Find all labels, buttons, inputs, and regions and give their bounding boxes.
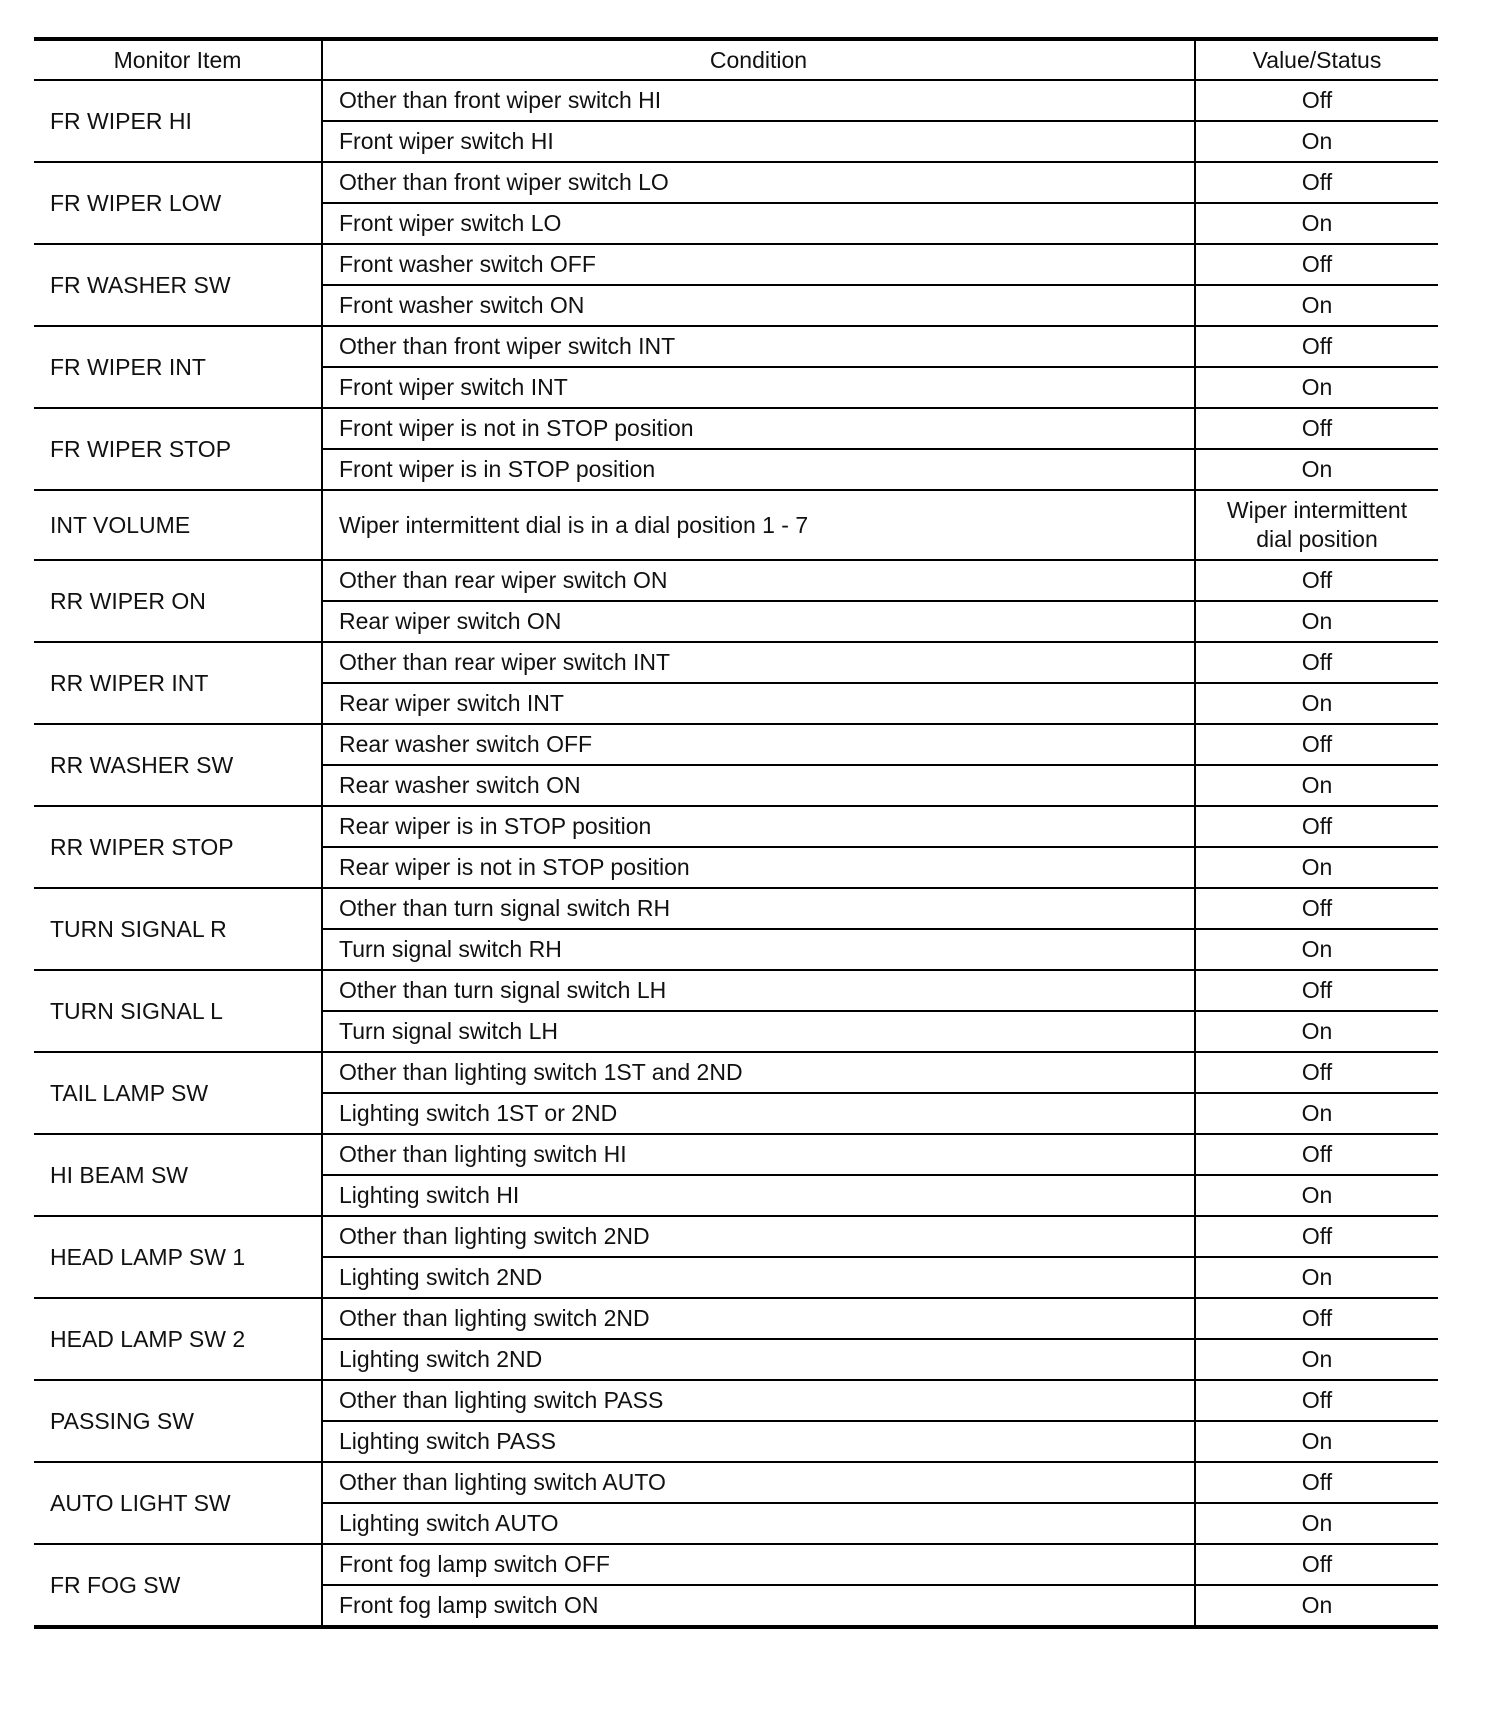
table-row [34,1462,1438,1503]
value-status-cell: On [1195,367,1438,408]
value-status-cell: Off [1195,408,1438,449]
monitor-item-cell: FR FOG SW [34,1544,322,1627]
condition-cell: Other than turn signal switch RH [322,888,1195,929]
monitor-item-cell: INT VOLUME [34,490,322,560]
condition-cell: Turn signal switch LH [322,1011,1195,1052]
table-header-row [34,39,1438,80]
condition-cell: Rear wiper is in STOP position [322,806,1195,847]
value-status-cell: Off [1195,806,1438,847]
value-status-cell: Off [1195,244,1438,285]
condition-cell: Rear wiper switch ON [322,601,1195,642]
value-status-cell: Wiper intermittent dial position [1195,490,1438,560]
table-row [34,80,1438,121]
condition-cell: Other than lighting switch HI [322,1134,1195,1175]
value-status-cell: Off [1195,888,1438,929]
table-row [34,1052,1438,1093]
condition-cell: Other than front wiper switch LO [322,162,1195,203]
value-status-cell: Off [1195,1134,1438,1175]
value-status-cell: Off [1195,724,1438,765]
condition-cell: Front fog lamp switch ON [322,1585,1195,1627]
value-status-cell: On [1195,1585,1438,1627]
monitor-item-cell: PASSING SW [34,1380,322,1462]
condition-cell: Lighting switch PASS [322,1421,1195,1462]
condition-cell: Other than lighting switch AUTO [322,1462,1195,1503]
value-status-cell: On [1195,449,1438,490]
table-row [34,1298,1438,1339]
condition-cell: Other than front wiper switch HI [322,80,1195,121]
condition-cell: Lighting switch 2ND [322,1257,1195,1298]
value-status-cell: On [1195,121,1438,162]
monitor-item-cell: RR WIPER ON [34,560,322,642]
monitor-item-cell: AUTO LIGHT SW [34,1462,322,1544]
value-status-cell: Off [1195,1216,1438,1257]
condition-cell: Front wiper is not in STOP position [322,408,1195,449]
value-status-cell: On [1195,1503,1438,1544]
condition-cell: Other than lighting switch 2ND [322,1216,1195,1257]
table-row [34,970,1438,1011]
condition-cell: Front wiper switch LO [322,203,1195,244]
table-row [34,724,1438,765]
value-status-cell: Off [1195,1052,1438,1093]
monitor-item-cell: TAIL LAMP SW [34,1052,322,1134]
monitor-item-cell: FR WIPER INT [34,326,322,408]
monitor-item-cell: FR WIPER LOW [34,162,322,244]
value-status-cell: On [1195,929,1438,970]
value-status-cell: On [1195,765,1438,806]
monitor-item-cell: HEAD LAMP SW 1 [34,1216,322,1298]
monitor-item-table [34,37,1438,1629]
monitor-item-cell: TURN SIGNAL L [34,970,322,1052]
value-status-cell: On [1195,1093,1438,1134]
monitor-item-cell: FR WASHER SW [34,244,322,326]
condition-cell: Front washer switch ON [322,285,1195,326]
condition-cell: Other than lighting switch 1ST and 2ND [322,1052,1195,1093]
value-status-cell: Off [1195,642,1438,683]
monitor-item-cell: FR WIPER STOP [34,408,322,490]
condition-cell: Other than lighting switch PASS [322,1380,1195,1421]
value-status-cell: Off [1195,560,1438,601]
monitor-item-cell: RR WASHER SW [34,724,322,806]
condition-cell: Front wiper is in STOP position [322,449,1195,490]
monitor-item-cell: FR WIPER HI [34,80,322,162]
value-status-cell: Off [1195,80,1438,121]
condition-cell: Other than rear wiper switch INT [322,642,1195,683]
header-condition: Condition [322,39,1195,80]
table-row [34,408,1438,449]
condition-cell: Rear wiper switch INT [322,683,1195,724]
condition-cell: Turn signal switch RH [322,929,1195,970]
condition-cell: Rear washer switch OFF [322,724,1195,765]
table-row [34,1216,1438,1257]
condition-cell: Other than front wiper switch INT [322,326,1195,367]
condition-cell: Rear wiper is not in STOP position [322,847,1195,888]
monitor-item-cell: HEAD LAMP SW 2 [34,1298,322,1380]
value-status-cell: On [1195,1339,1438,1380]
monitor-item-cell: RR WIPER STOP [34,806,322,888]
value-status-cell: Off [1195,1298,1438,1339]
condition-cell: Front wiper switch HI [322,121,1195,162]
monitor-item-cell: TURN SIGNAL R [34,888,322,970]
value-status-cell: On [1195,601,1438,642]
header-monitor-item: Monitor Item [34,39,322,80]
condition-cell: Other than turn signal switch LH [322,970,1195,1011]
condition-cell: Other than lighting switch 2ND [322,1298,1195,1339]
condition-cell: Lighting switch HI [322,1175,1195,1216]
value-status-cell: On [1195,847,1438,888]
condition-cell: Rear washer switch ON [322,765,1195,806]
table-row [34,1134,1438,1175]
condition-cell: Front washer switch OFF [322,244,1195,285]
table-row [34,326,1438,367]
table-row [34,1380,1438,1421]
value-status-cell: On [1195,285,1438,326]
value-status-cell: On [1195,1257,1438,1298]
table-row [34,490,1438,560]
value-status-cell: On [1195,683,1438,724]
monitor-item-cell: HI BEAM SW [34,1134,322,1216]
value-status-cell: Off [1195,1462,1438,1503]
value-status-cell: Off [1195,1380,1438,1421]
header-value-status: Value/Status [1195,39,1438,80]
condition-cell: Wiper intermittent dial is in a dial position 1 - 7 [322,490,1195,560]
condition-cell: Front wiper switch INT [322,367,1195,408]
value-status-cell: On [1195,203,1438,244]
table-row [34,806,1438,847]
table-body [34,80,1438,1627]
table-row [34,642,1438,683]
table-row [34,1544,1438,1585]
condition-cell: Lighting switch AUTO [322,1503,1195,1544]
value-status-cell: On [1195,1175,1438,1216]
value-status-cell: Off [1195,326,1438,367]
condition-cell: Lighting switch 2ND [322,1339,1195,1380]
value-status-cell: Off [1195,1544,1438,1585]
table-row [34,244,1438,285]
monitor-item-cell: RR WIPER INT [34,642,322,724]
value-status-cell: On [1195,1421,1438,1462]
table-row [34,560,1438,601]
value-status-cell: Off [1195,970,1438,1011]
value-status-cell: Off [1195,162,1438,203]
table-row [34,888,1438,929]
condition-cell: Other than rear wiper switch ON [322,560,1195,601]
condition-cell: Lighting switch 1ST or 2ND [322,1093,1195,1134]
table-row [34,162,1438,203]
condition-cell: Front fog lamp switch OFF [322,1544,1195,1585]
value-status-cell: On [1195,1011,1438,1052]
